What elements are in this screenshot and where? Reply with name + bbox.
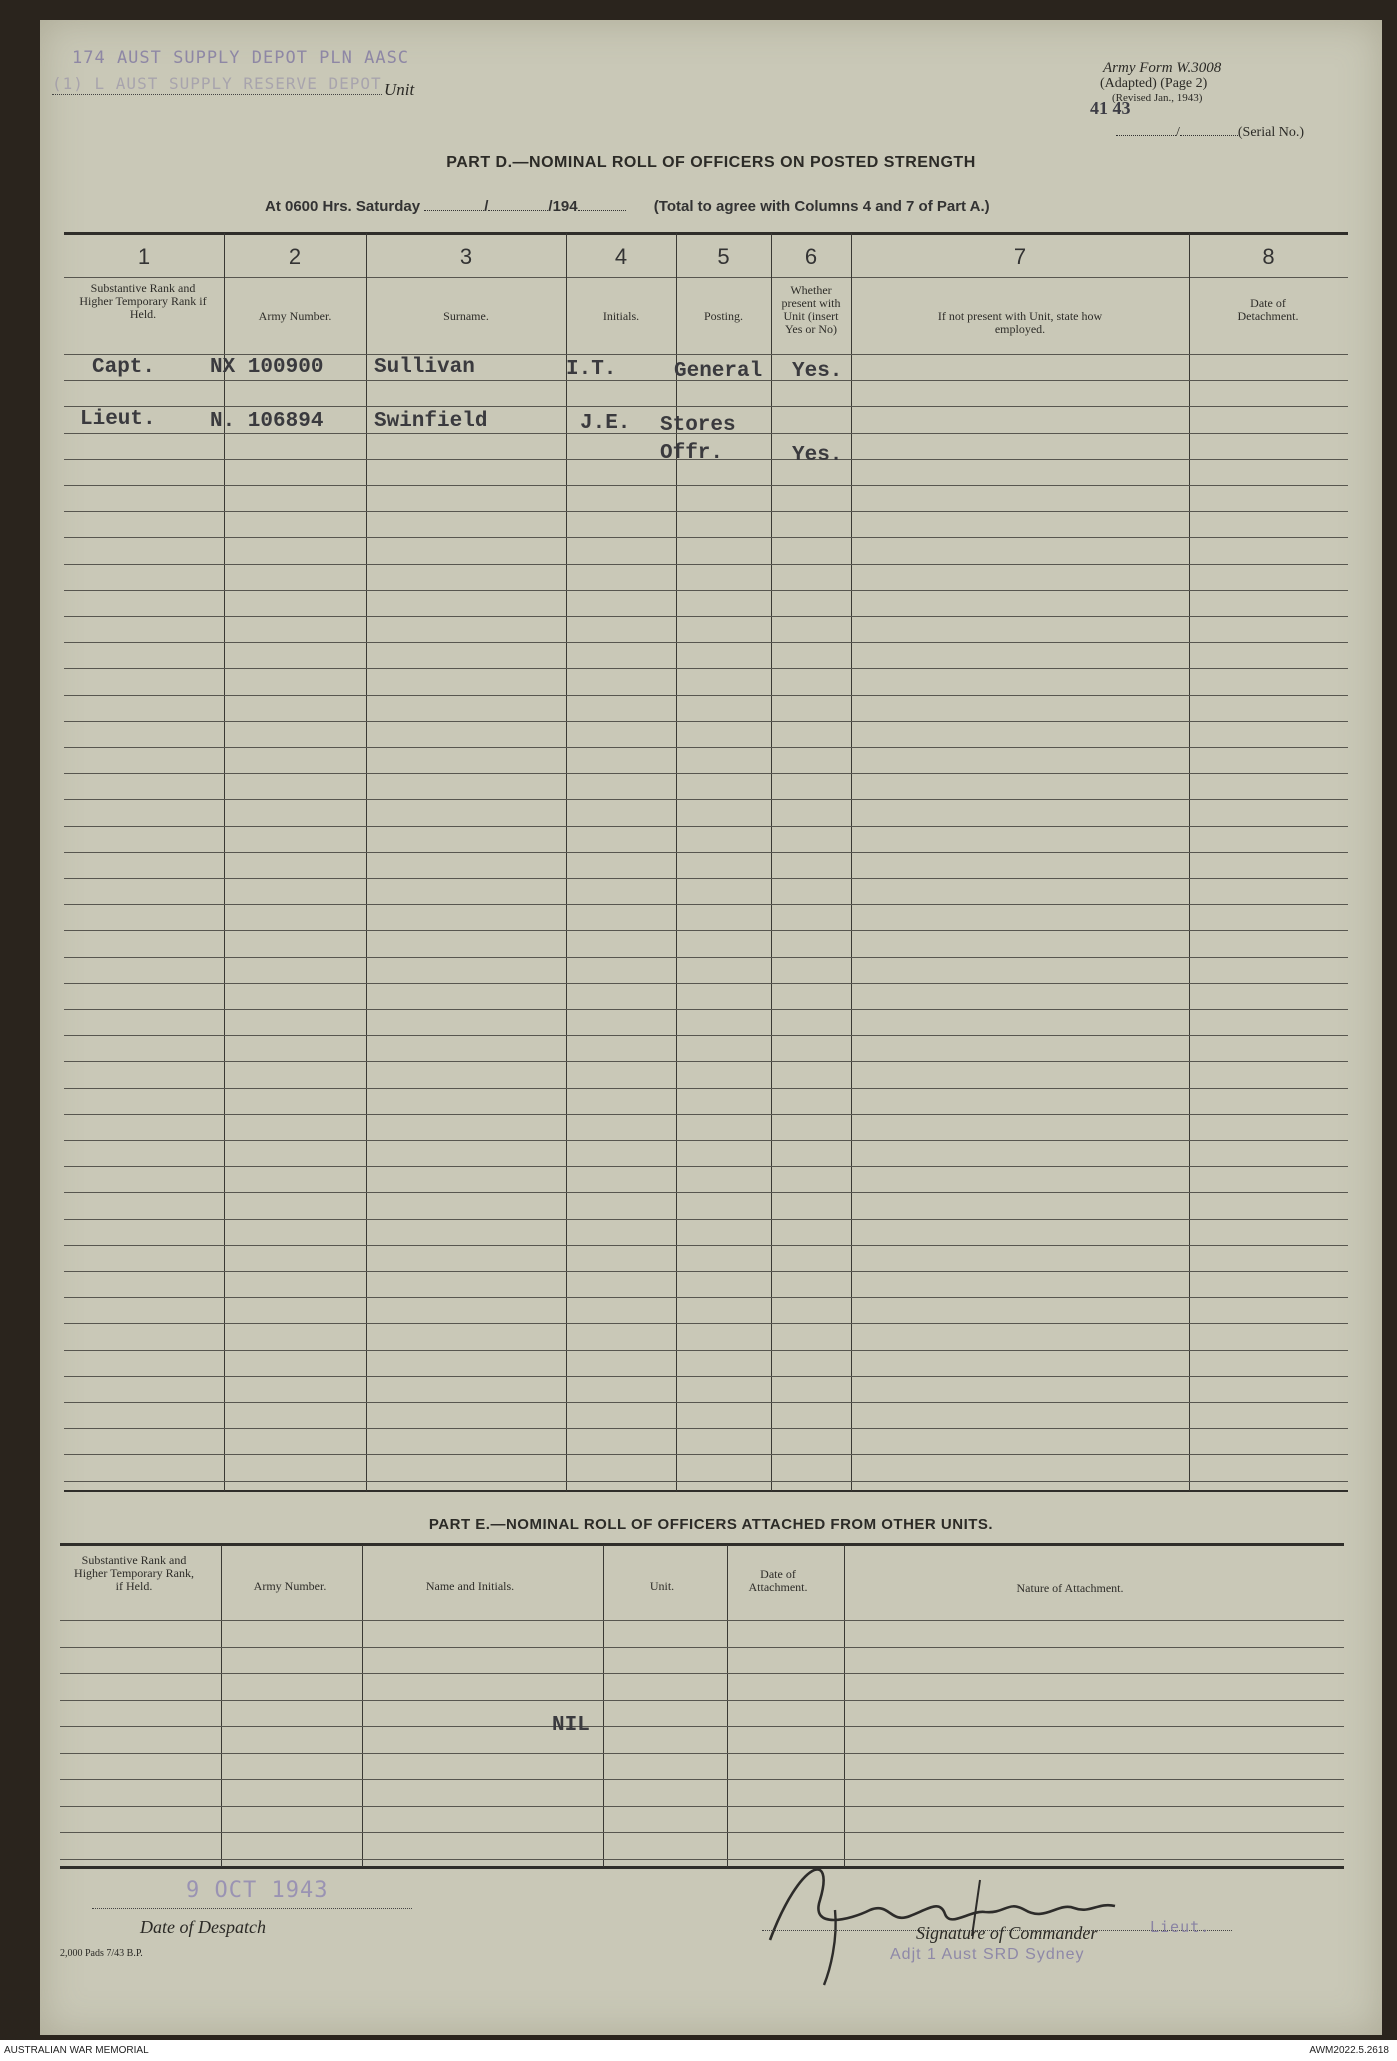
part-d-row-rule (64, 564, 1348, 565)
part-d-row-rule (64, 1481, 1348, 1482)
row1-initials: I.T. (566, 358, 617, 381)
col-header-date-detachment: Date of Detachment. (1237, 296, 1299, 323)
archive-institution: AUSTRALIAN WAR MEMORIAL (4, 2045, 149, 2056)
row3-present: Yes. (792, 444, 843, 467)
part-e-row-rule (60, 1806, 1344, 1807)
part-d-row-rule (64, 1454, 1348, 1455)
part-e-row-rule (60, 1753, 1344, 1754)
unit-stamp-line2: (1) L AUST SUPPLY RESERVE DEPOT (52, 74, 382, 93)
part-d-row-rule (64, 695, 1348, 696)
part-d-column-divider (1189, 233, 1190, 1491)
part-d-row-rule (64, 537, 1348, 538)
date-line-year: 194 (552, 198, 578, 215)
part-e-column-divider (844, 1545, 845, 1867)
part-d-column-divider (851, 233, 852, 1491)
col-number-2: 2 (288, 244, 302, 269)
part-d-row-rule (64, 773, 1348, 774)
part-d-row-rule (64, 1035, 1348, 1036)
part-e-title: PART E.—NOMINAL ROLL OF OFFICERS ATTACHED FROM OTHER UNITS. (428, 1516, 994, 1533)
part-d-row-rule (64, 957, 1348, 958)
despatch-field-line (92, 1908, 412, 1909)
part-d-row-rule (64, 485, 1348, 486)
col-number-6: 6 (804, 244, 818, 269)
unit-stamp-line1: 174 AUST SUPPLY DEPOT PLN AASC (72, 48, 410, 68)
col-header-present: Whether present with Unit (insert Yes or No) (781, 283, 841, 336)
part-d-column-divider (366, 233, 367, 1491)
form-revised: (Revised Jan., 1943) (1112, 92, 1203, 104)
part-e-row-rule (60, 1832, 1344, 1833)
date-line-note: (Total to agree with Columns 4 and 7 of Part A.) (653, 198, 990, 215)
part-d-row-rule (64, 1219, 1348, 1220)
col-header-army-number: Army Number. (258, 309, 332, 323)
part-d-row-rule (64, 1376, 1348, 1377)
part-d-row-rule (64, 1192, 1348, 1193)
row3-posting: Offr. (660, 442, 724, 465)
part-d-row-rule (64, 1323, 1348, 1324)
serial-label: (Serial No.) (1237, 125, 1304, 140)
signature-stamp-rank: Lieut. (1150, 1918, 1211, 1936)
part-d-number-rule (64, 277, 1348, 278)
date-line-prefix: At 0600 Hrs. Saturday (265, 198, 421, 215)
part-d-row-rule (64, 983, 1348, 984)
col-header-posting: Posting. (703, 309, 743, 323)
part-d-row-rule (64, 406, 1348, 407)
part-e-nil: NIL (552, 1714, 590, 1737)
row1-surname: Sullivan (374, 356, 475, 379)
part-d-row-rule (64, 1350, 1348, 1351)
part-d-row-rule (64, 1428, 1348, 1429)
part-e-column-divider (603, 1545, 604, 1867)
e-col-header-unit: Unit. (649, 1579, 675, 1593)
part-e-row-rule (60, 1647, 1344, 1648)
row2-army-number: N. 106894 (210, 410, 324, 433)
part-d-row-rule (64, 747, 1348, 748)
col-number-5: 5 (717, 244, 730, 269)
part-d-row-rule (64, 904, 1348, 905)
part-d-row-rule (64, 852, 1348, 853)
row2-surname: Swinfield (374, 410, 488, 433)
despatch-label: Date of Despatch (140, 1917, 266, 1937)
part-d-row-rule (64, 354, 1348, 355)
archive-accession: AWM2022.5.2618 (1309, 2045, 1389, 2056)
col-number-3: 3 (459, 244, 473, 269)
row2-initials: J.E. (580, 412, 631, 435)
col-number-8: 8 (1262, 244, 1275, 269)
part-d-row-rule (64, 721, 1348, 722)
despatch-date-stamp: 9 OCT 1943 (186, 1878, 329, 1903)
part-d-row-rule (64, 590, 1348, 591)
signature-stamp-appointment: Adjt 1 Aust SRD Sydney (890, 1946, 1085, 1963)
part-d-row-rule (64, 1061, 1348, 1062)
part-d-row-rule (64, 616, 1348, 617)
part-d-row-rule (64, 1245, 1348, 1246)
part-d-row-rule (64, 878, 1348, 879)
part-d-row-rule (64, 1009, 1348, 1010)
unit-label: Unit (384, 80, 415, 99)
e-col-header-nature: Nature of Attachment. (1016, 1581, 1124, 1595)
unit-field-line (52, 94, 382, 95)
part-d-column-divider (566, 233, 567, 1491)
col-header-how-employed: If not present with Unit, state how employed. (937, 309, 1103, 336)
part-d-column-divider (771, 233, 772, 1491)
part-d-row-rule (64, 1166, 1348, 1167)
col-header-initials: Initials. (602, 309, 640, 323)
row1-present: Yes. (792, 360, 843, 383)
form-page (40, 20, 1382, 2035)
part-d-row-rule (64, 1140, 1348, 1141)
commander-signature (740, 1840, 1200, 1990)
e-col-header-name: Name and Initials. (425, 1579, 515, 1593)
part-d-row-rule (64, 1297, 1348, 1298)
part-d-row-rule (64, 668, 1348, 669)
part-e-row-rule (60, 1726, 1344, 1727)
serial-number-handwritten: 41 43 (1090, 98, 1131, 118)
archive-strip (0, 2040, 1397, 2061)
part-d-row-rule (64, 1088, 1348, 1089)
part-d-row-rule (64, 1271, 1348, 1272)
row1-posting: General (674, 360, 763, 383)
row1-rank: Capt. (92, 356, 156, 379)
serial-line: / (Serial No.) (1116, 125, 1316, 141)
part-d-row-rule (64, 930, 1348, 931)
col-number-4: 4 (614, 244, 628, 269)
part-d-top-rule (64, 232, 1348, 235)
e-col-header-date: Date of Attachment. (748, 1567, 808, 1594)
e-col-header-army-number: Army Number. (253, 1579, 327, 1593)
part-e-row-rule (60, 1779, 1344, 1780)
signature-label: Signature of Commander (916, 1923, 1098, 1943)
part-e-top-rule (60, 1543, 1344, 1546)
row2-posting: Stores (660, 414, 736, 437)
part-e-row-rule (60, 1673, 1344, 1674)
part-e-row-rule (60, 1620, 1344, 1621)
form-name: Army Form W.3008 (1103, 60, 1222, 76)
part-d-row-rule (64, 799, 1348, 800)
e-col-header-rank: Substantive Rank and Higher Temporary Rank, if Held. (74, 1553, 194, 1593)
part-d-date-line: At 0600 Hrs. Saturday / /194 (Total to agree with Columns 4 and 7 of Part A.) (265, 198, 990, 215)
part-d-bottom-rule (64, 1490, 1348, 1492)
col-header-rank: Substantive Rank and Higher Temporary Rank if Held. (79, 281, 207, 321)
print-note: 2,000 Pads 7/43 B.P. (60, 1948, 143, 1959)
row2-rank: Lieut. (80, 408, 156, 431)
part-e-row-rule (60, 1700, 1344, 1701)
part-d-row-rule (64, 826, 1348, 827)
part-d-title: PART D.—NOMINAL ROLL OF OFFICERS ON POSTED STRENGTH (446, 154, 976, 171)
part-e-column-divider (727, 1545, 728, 1867)
part-d-row-rule (64, 642, 1348, 643)
row1-army-number: NX 100900 (210, 356, 324, 379)
part-e-column-divider (362, 1545, 363, 1867)
part-d-row-rule (64, 1114, 1348, 1115)
part-d-row-rule (64, 511, 1348, 512)
part-d-row-rule (64, 1402, 1348, 1403)
col-number-7: 7 (1013, 244, 1027, 269)
form-adapted: (Adapted) (Page 2) (1100, 76, 1208, 91)
col-header-surname: Surname. (443, 309, 489, 323)
part-e-column-divider (221, 1545, 222, 1867)
col-number-1: 1 (137, 244, 151, 269)
